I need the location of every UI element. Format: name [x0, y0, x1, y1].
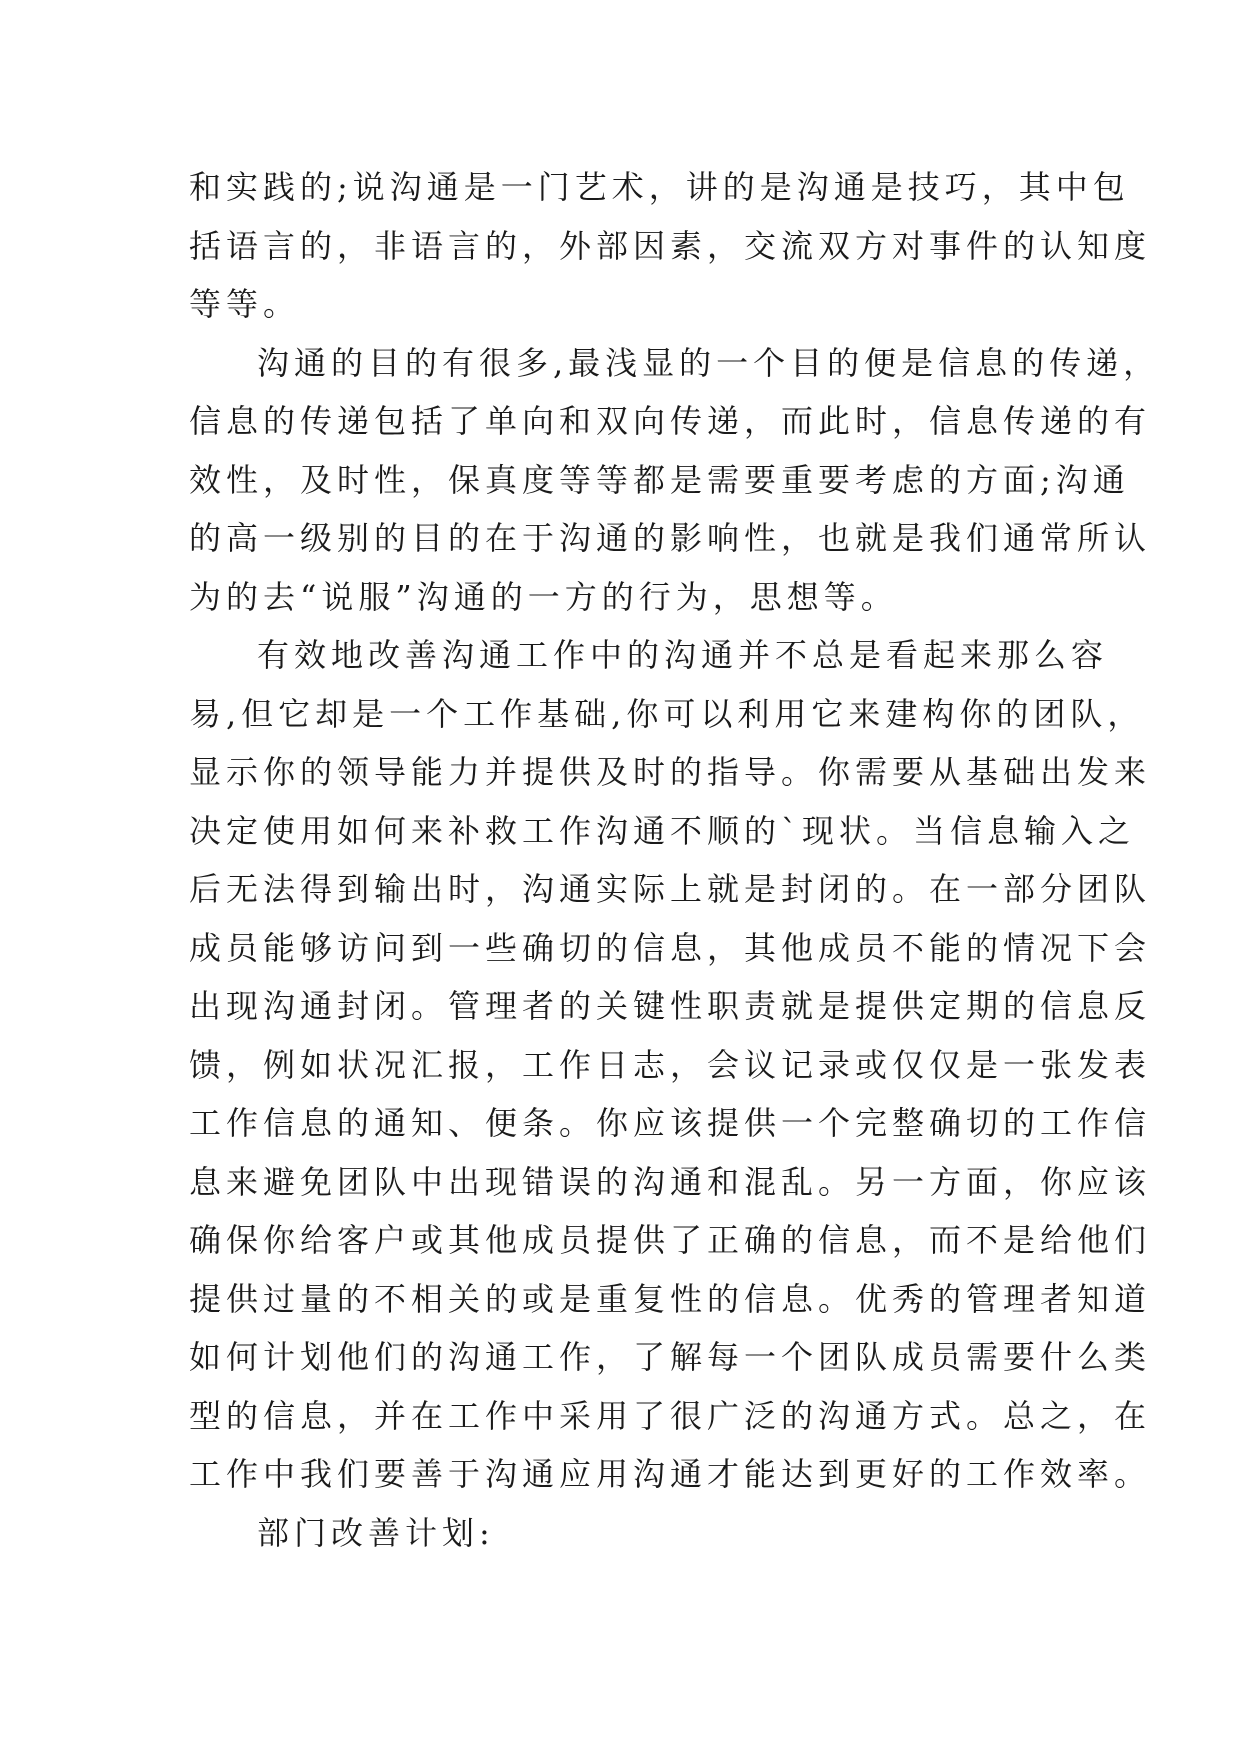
text-line: 工作信息的通知、便条。你应该提供一个完整确切的工作信: [189, 1104, 1152, 1142]
text-line: 确保你给客户或其他成员提供了正确的信息，而不是给他们: [189, 1221, 1152, 1259]
text-line: 后无法得到输出时，沟通实际上就是封闭的。在一部分团队: [189, 870, 1152, 908]
text-line: 和实践的;说沟通是一门艺术，讲的是沟通是技巧，其中包: [189, 168, 1130, 206]
text-line: 提供过量的不相关的或是重复性的信息。优秀的管理者知道: [189, 1279, 1152, 1318]
text-line: 息来避免团队中出现错误的沟通和混乱。另一方面，你应该: [189, 1162, 1152, 1201]
text-line: 型的信息，并在工作中采用了很广泛的沟通方式。总之，在: [189, 1396, 1152, 1435]
text-line: 决定使用如何来补救工作沟通不顺的`现状。当信息输入之: [189, 811, 1136, 850]
text-line: 有效地改善沟通工作中的沟通并不总是看起来那么容: [257, 636, 1109, 674]
text-line: 信息的传递包括了单向和双向传递，而此时，信息传递的有: [189, 402, 1152, 440]
body-text: [189, 158, 1161, 1562]
text-line: 如何计划他们的沟通工作，了解每一个团队成员需要什么类: [189, 1338, 1152, 1376]
text-line: 效性，及时性，保真度等等都是需要重要考虑的方面;沟通: [189, 460, 1130, 499]
text-line: 易,但它却是一个工作基础,你可以利用它来建构你的团队，: [189, 694, 1145, 733]
text-line: 括语言的，非语言的，外部因素，交流双方对事件的认知度: [189, 226, 1152, 265]
text-line: 出现沟通封闭。管理者的关键性职责就是提供定期的信息反: [189, 987, 1152, 1025]
text-line: 成员能够访问到一些确切的信息，其他成员不能的情况下会: [189, 928, 1152, 967]
text-line: 的高一级别的目的在于沟通的影响性，也就是我们通常所认: [189, 519, 1152, 557]
text-line: 馈，例如状况汇报，工作日志，会议记录或仅仅是一张发表: [189, 1045, 1152, 1084]
text-line: 显示你的领导能力并提供及时的指导。你需要从基础出发来: [189, 753, 1152, 791]
text-line: 为的去“说服”沟通的一方的行为，思想等。: [189, 577, 898, 616]
text-line: 工作中我们要善于沟通应用沟通才能达到更好的工作效率。: [189, 1455, 1152, 1493]
text-line: 等等。: [189, 285, 301, 323]
text-line: 沟通的目的有很多,最浅显的一个目的便是信息的传递，: [257, 343, 1161, 382]
section-heading: 部门改善计划:: [257, 1513, 495, 1552]
